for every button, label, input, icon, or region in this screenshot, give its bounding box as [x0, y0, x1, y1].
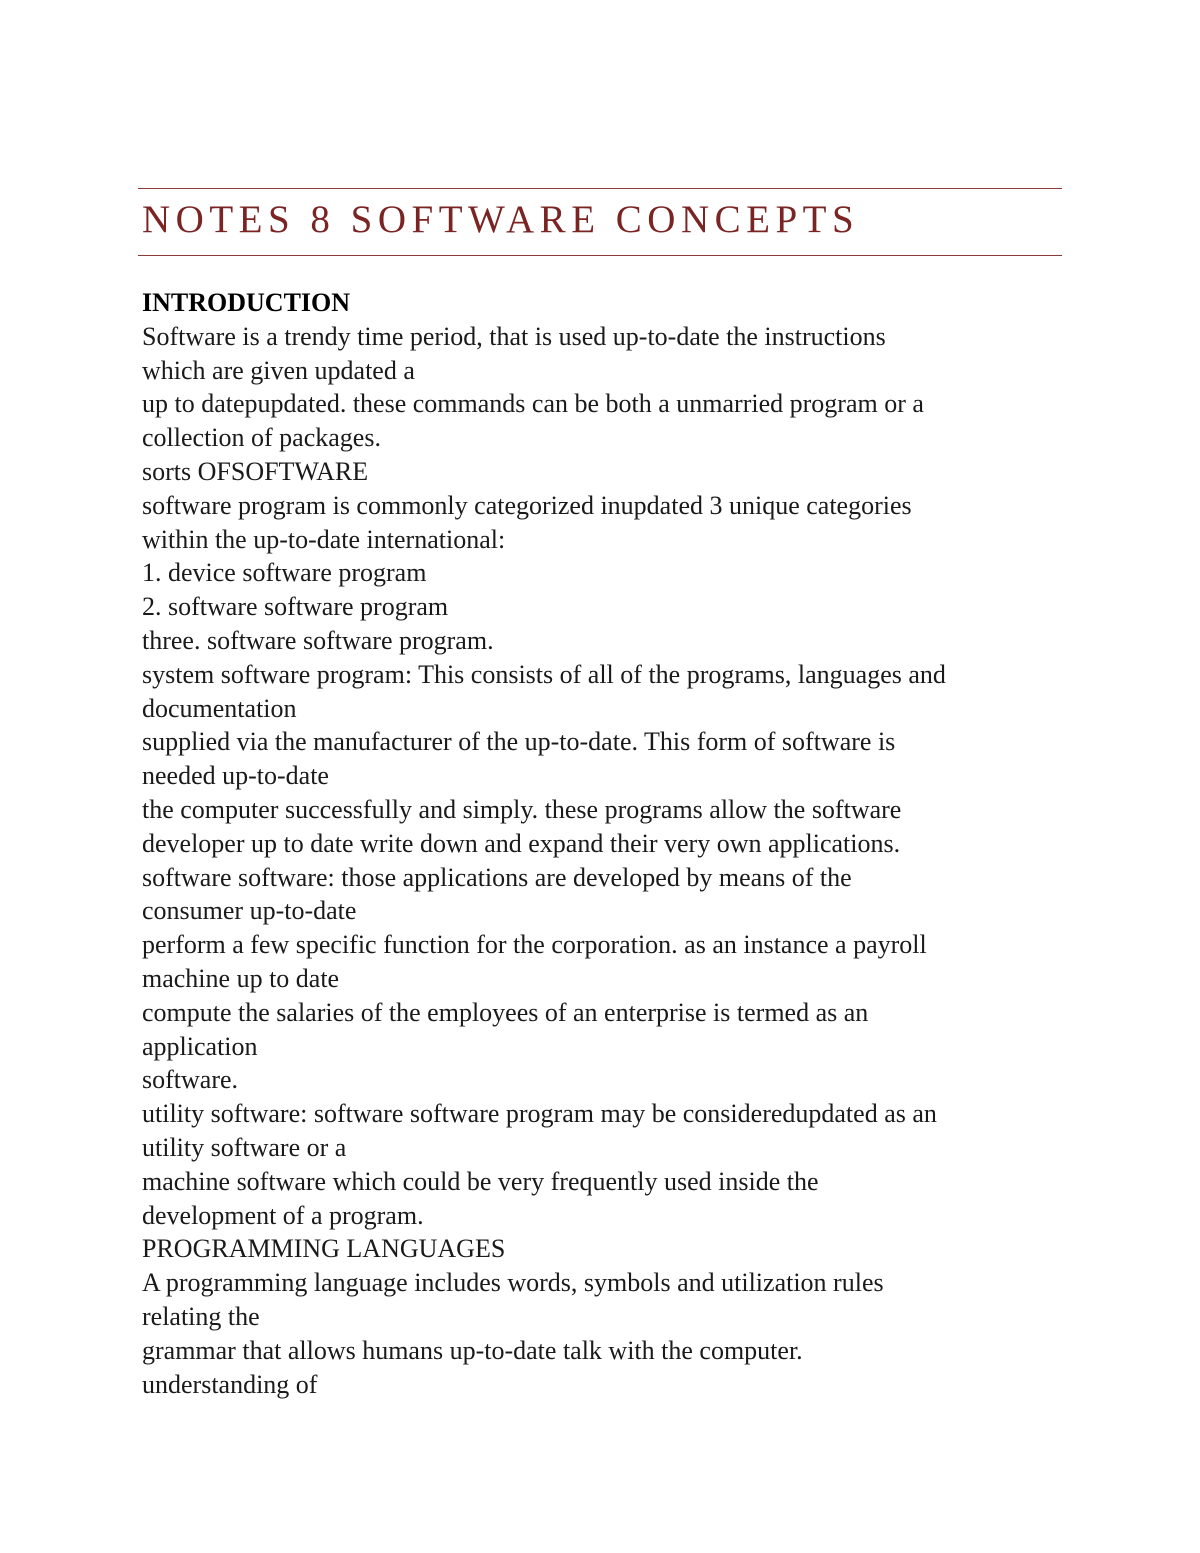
body-line: consumer up-to-date	[142, 896, 357, 926]
body-line: grammar that allows humans up-to-date talk with the computer.	[142, 1335, 803, 1365]
body-line: compute the salaries of the employees of an enterprise is termed as an	[142, 997, 869, 1027]
title-banner	[138, 188, 1062, 256]
body-line: up to datepupdated. these commands can be both a unmarried program or a	[142, 389, 924, 419]
body-line: sorts OFSOFTWARE	[142, 456, 369, 486]
body-line: system software program: This consists of all of the programs, languages and	[142, 659, 946, 689]
body-line: the computer successfully and simply. these programs allow the software	[142, 794, 902, 824]
section-heading-programming-languages: PROGRAMMING LANGUAGES	[142, 1234, 506, 1264]
body-line: Software is a trendy time period, that is used up-to-date the instructions	[142, 321, 886, 351]
document-body	[142, 286, 1072, 1401]
body-line: machine software which could be very frequently used inside the	[142, 1166, 819, 1196]
body-line: documentation	[142, 693, 297, 723]
body-line: machine up to date	[142, 963, 340, 993]
body-line: software software: those applications are developed by means of the	[142, 862, 852, 892]
body-line: developer up to date write down and expand their very own applications.	[142, 828, 901, 858]
body-line: application	[142, 1031, 258, 1061]
body-line: within the up-to-date international:	[142, 524, 506, 554]
body-line: software program is commonly categorized inupdated 3 unique categories	[142, 490, 912, 520]
section-heading-introduction: INTRODUCTION	[142, 288, 351, 317]
list-item: 2. software software program	[142, 592, 449, 622]
body-line: understanding of	[142, 1369, 318, 1399]
body-line: collection of packages.	[142, 423, 381, 453]
list-item: three. software software program.	[142, 625, 494, 655]
body-line: needed up-to-date	[142, 761, 329, 791]
body-line: supplied via the manufacturer of the up-to-date. This form of software is	[142, 727, 896, 757]
list-item: 1. device software program	[142, 558, 427, 588]
body-line: software.	[142, 1065, 239, 1095]
body-line: A programming language includes words, symbols and utilization rules	[142, 1268, 884, 1298]
body-line: relating the	[142, 1301, 260, 1331]
body-line: utility software or a	[142, 1132, 347, 1162]
body-line: utility software: software software program may be consideredupdated as an	[142, 1099, 937, 1129]
body-line: perform a few specific function for the corporation. as an instance a payroll	[142, 930, 927, 960]
body-line: which are given updated a	[142, 355, 415, 385]
document-title: NOTES 8 SOFTWARE CONCEPTS	[142, 198, 860, 241]
body-line: development of a program.	[142, 1200, 424, 1230]
